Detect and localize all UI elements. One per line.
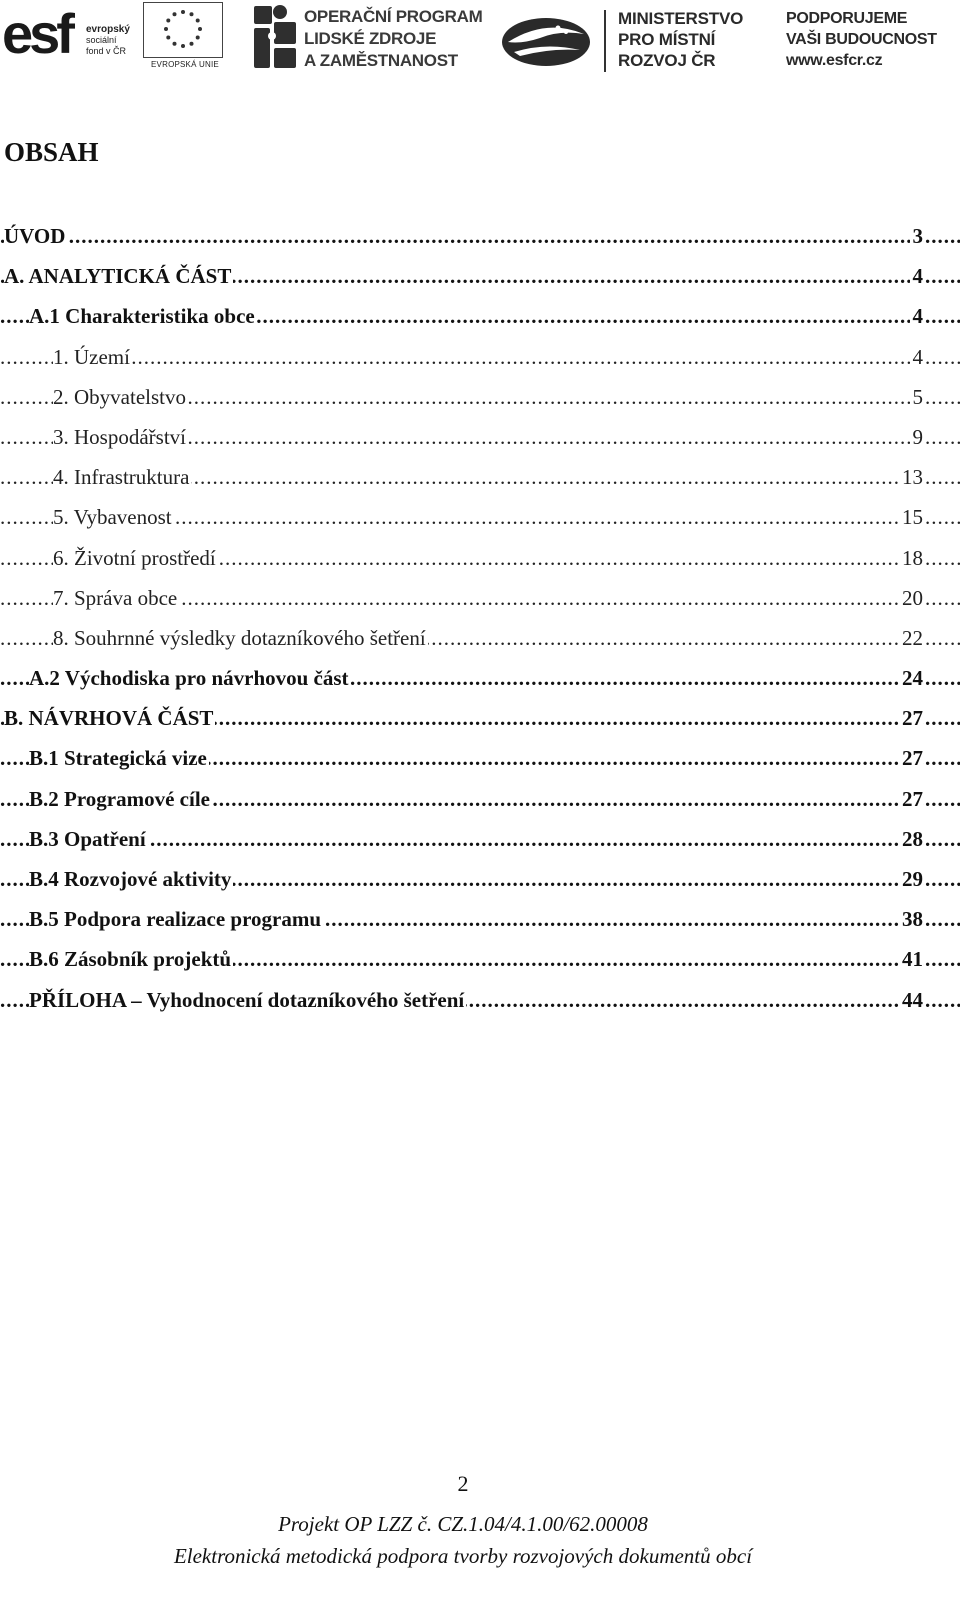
oplzz-title (304, 6, 484, 72)
toc-entry-label: B.3 Opatření (29, 826, 146, 851)
toc-entry-label: B.1 Strategická vize (29, 746, 207, 771)
toc-entry-label: A. ANALYTICKÁ ČÁST (4, 264, 232, 289)
toc-entry-label: 3. Hospodářství (53, 424, 186, 449)
toc-entry-page: 27 (899, 698, 923, 738)
page-number: 2 (457, 1471, 469, 1496)
esf-caption (86, 24, 146, 57)
toc-entry[interactable] (0, 899, 960, 939)
puzzle-figure-icon (252, 2, 298, 70)
toc-entry-page: 29 (899, 859, 923, 899)
toc-entry-page: 13 (899, 457, 923, 497)
toc-entry-page: 9 (910, 417, 924, 457)
eu-flag-icon (143, 2, 223, 58)
toc-entry[interactable] (0, 980, 960, 1020)
toc-entry-page: 4 (910, 296, 924, 336)
toc-entry-label: 7. Správa obce (53, 585, 178, 610)
toc-entry[interactable] (0, 819, 960, 859)
toc-entry-page: 44 (899, 980, 923, 1020)
mmr-line1: MINISTERSTVO (618, 9, 744, 28)
toc-entry-label: 2. Obyvatelstvo (53, 384, 186, 409)
mmr-divider (604, 10, 606, 72)
table-of-contents (0, 216, 960, 1020)
toc-entry-page: 22 (899, 618, 923, 658)
eu-caption: EVROPSKÁ UNIE (151, 60, 219, 69)
support-slogan (786, 8, 956, 71)
toc-entry[interactable] (0, 457, 960, 497)
toc-entry-page: 15 (899, 497, 923, 537)
toc-heading: OBSAH (4, 137, 99, 167)
footer-subtitle: Elektronická metodická podpora tvorby rozvojových dokumentů obcí (173, 1544, 753, 1568)
toc-entry[interactable] (0, 538, 960, 578)
toc-entry[interactable] (0, 738, 960, 778)
toc-entry-label: B.2 Programové cíle (29, 786, 210, 811)
toc-entry-page: 28 (899, 819, 923, 859)
oplzz-line3: A ZAMĚSTNANOST (304, 51, 458, 70)
mmr-line3: ROZVOJ ČR (618, 51, 716, 70)
toc-entry[interactable] (0, 698, 960, 738)
toc-entry-label: 5. Vybavenost (53, 505, 172, 530)
esf-caption-line1: evropský (86, 24, 130, 35)
toc-entry-label: 1. Území (53, 344, 130, 369)
esf-caption-line2: sociální (86, 35, 117, 45)
mmr-emblem-icon (500, 12, 592, 70)
toc-entry-page: 4 (910, 337, 924, 377)
support-url: www.esfcr.cz (786, 52, 883, 69)
oplzz-line2: LIDSKÉ ZDROJE (304, 29, 437, 48)
toc-entry-label: B. NÁVRHOVÁ ČÁST (4, 706, 214, 731)
toc-entry-label: 6. Životní prostředí (53, 545, 216, 570)
toc-entry[interactable] (0, 216, 960, 256)
eu-stars-icon (144, 3, 222, 57)
toc-entry-label: B.4 Rozvojové aktivity (29, 867, 232, 891)
toc-entry-page: 5 (910, 377, 924, 417)
toc-entry-label: A.1 Charakteristika obce (29, 304, 255, 329)
toc-entry[interactable] (0, 779, 960, 819)
toc-leader-dots (0, 216, 960, 256)
toc-entry[interactable] (0, 658, 960, 698)
support-line2: VAŠI BUDOUCNOST (786, 31, 937, 48)
esf-caption-line3: fond v ČR (86, 46, 127, 56)
toc-entry-label: 8. Souhrnné výsledky dotazníkového šetření (53, 625, 426, 650)
oplzz-logo (252, 2, 482, 74)
toc-entry[interactable] (0, 296, 960, 336)
toc-entry[interactable] (0, 256, 960, 296)
toc-entry-label: A.2 Východiska pro návrhovou část (29, 666, 349, 691)
toc-entry-page: 41 (899, 939, 923, 979)
toc-entry-page: 3 (910, 216, 924, 256)
toc-entry[interactable] (0, 618, 960, 658)
toc-entry-label: PŘÍLOHA – Vyhodnocení dotazníkového šetření (29, 987, 465, 1012)
eu-logo (143, 2, 225, 74)
toc-entry[interactable] (0, 859, 960, 899)
support-logo (786, 6, 956, 72)
toc-entry-page: 27 (899, 738, 923, 778)
mmr-logo (500, 6, 760, 72)
toc-entry[interactable] (0, 578, 960, 618)
toc-entry-page: 18 (899, 538, 923, 578)
support-line1: PODPORUJEME (786, 10, 908, 27)
mmr-title (618, 8, 768, 71)
toc-entry-label: ÚVOD (4, 224, 66, 248)
toc-entry[interactable] (0, 337, 960, 377)
toc-entry[interactable] (0, 377, 960, 417)
footer-project-number: Projekt OP LZZ č. CZ.1.04/4.1.00/62.00008 (278, 1512, 648, 1536)
toc-entry-page: 4 (910, 256, 924, 296)
toc-entry-label: B.6 Zásobník projektů (29, 947, 232, 972)
toc-entry-label: B.5 Podpora realizace programu (29, 907, 322, 932)
toc-entry-page: 24 (899, 658, 923, 698)
esf-logo (2, 4, 142, 72)
toc-entry[interactable] (0, 939, 960, 979)
toc-entry-page: 38 (899, 899, 923, 939)
toc-entry[interactable] (0, 497, 960, 537)
toc-entry-label: 4. Infrastruktura (53, 465, 190, 490)
toc-entry-page: 27 (899, 779, 923, 819)
toc-entry-page: 20 (899, 578, 923, 618)
logo-strip (0, 0, 960, 80)
mmr-line2: PRO MÍSTNÍ (618, 30, 716, 49)
toc-entry[interactable] (0, 417, 960, 457)
esf-wordmark: esf (2, 2, 71, 65)
toc-leader-dots (0, 337, 960, 377)
oplzz-line1: OPERAČNÍ PROGRAM (304, 7, 483, 26)
